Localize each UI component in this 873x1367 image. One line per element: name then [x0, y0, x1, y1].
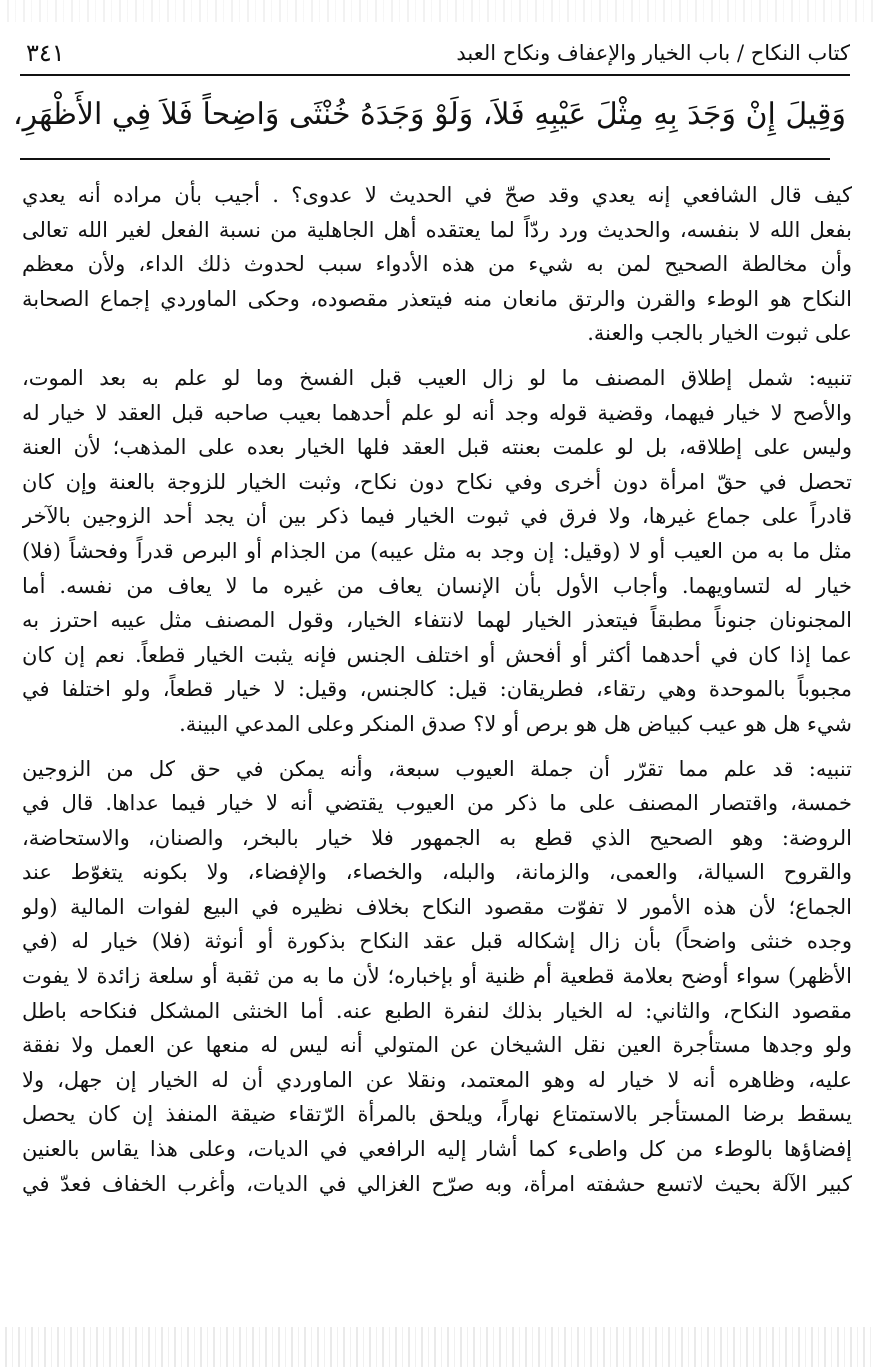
- text-line: خيار له لتساويهما. وأجاب الأول بأن الإنسان يعاف من غيره ما لا يعاف من نفسه. أما: [22, 573, 852, 598]
- text-line: وجده خنثى واضحاً) بأن زال إشكاله قبل عقد النكاح بذكورة أو أنوثة (فلا) خيار له (في: [22, 929, 852, 954]
- paragraph-3: [22, 752, 852, 1202]
- text-line: على ثبوت الخيار بالجب والعنة.: [587, 321, 852, 346]
- text-line: ولو وجدها مستأجرة العين نقل الشيخان عن المتولي أنه ليس له منعها عن العمل ولا نفقة: [22, 1033, 852, 1058]
- text-line: تحصل في حقّ امرأة دون أخرى وفي نكاح دون نكاح، وثبت الخيار للزوجة بالعنة وإن كان: [22, 469, 852, 494]
- text-line: قادراً على جماع غيرها، ولا فرق في ثبوت الخيار فيما ذكر بين أن يجد أحد الزوجين بالآخر: [22, 504, 852, 529]
- text-line: المجنونان جنوناً مطبقاً فيتعذر الخيار لهما لانتفاء الخيار، وقول المصنف مثل عيبه احترز به: [22, 608, 852, 633]
- scan-edge-bottom: [0, 1327, 873, 1367]
- text-line: مقصود النكاح، والثاني: له الخيار بذلك لنفرة الطبع عنه. أما الخنثى المشكل فنكاحه باطل: [22, 998, 852, 1023]
- text-line: مجبوباً بالموحدة وهي رتقاء، فطريقان: قيل: كالجنس، وقيل: لا خيار قطعاً، ولو اختلفا في: [22, 677, 852, 702]
- text-line: بفعل الله لا بنفسه، والحديث ورد ردّاً لما يعتقده أهل الجاهلية من نسبة الفعل لغير الله تعالى: [22, 217, 852, 242]
- paragraph-1: [22, 178, 852, 351]
- text-line: تنبيه: شمل إطلاق المصنف ما لو زال العيب قبل الفسخ وما لو علم به بعد الموت،: [22, 365, 852, 390]
- text-line: يسقط برضا المستأجر بالاستمتاع نهاراً، ويلحق بالمرأة الرّتقاء ضيقة المنفذ إن كان يحصل: [22, 1102, 852, 1127]
- text-line: الروضة: وهو الصحيح الذي قطع به الجمهور فلا خيار بالبخر، والصنان، والاستحاضة،: [22, 825, 852, 850]
- text-line: وأن مخالطة الصحيح لمن به شيء من هذه الأدواء سبب لحدوث ذلك الداء، ولأن معظم: [22, 252, 852, 277]
- text-line: إفضاؤها بالوطء من كل واطىء كما أشار إليه الرافعي في الديات، وعلى هذا يقاس بالعنين: [22, 1137, 852, 1162]
- matn-text: وَقِيلَ إِنْ وَجَدَ بِهِ مِثْلَ عَيْبِهِ فَلاَ، وَلَوْ وَجَدَهُ خُنْثَى وَاضِحاً فَلاَ فِي الأَظْهَرِ،: [12, 97, 846, 132]
- text-line: خمسة، واقتصار المصنف على ما ذكر من العيوب يقتضي أنه لا خيار فيما عداها. قال في: [22, 791, 852, 816]
- commentary-body: [22, 178, 852, 1211]
- text-line: كيف قال الشافعي إنه يعدي وقد صحّ في الحديث لا عدوى؟ . أجيب بأن مراده أنه يعدي: [22, 183, 852, 207]
- page-number: ٣٤١: [26, 39, 65, 67]
- matn-separator-rule: [20, 158, 830, 160]
- text-line: النكاح هو الوطء والقرن والرتق مانعان منه فيتعذر مقصوده، وحكى الماوردي إجماع الصحابة: [22, 286, 852, 311]
- paragraph-2: [22, 361, 852, 742]
- text-line: والأصح لا خيار فيهما، وقضية قوله وجد أنه لو علم أحدهما بعيب صاحبه قبل العقد لا خيار له: [22, 400, 852, 425]
- text-line: مثل ما به من العيب أو لا (وقيل: إن وجد به مثل عيبه) من الجذام أو البرص قدراً وفحشاً (فلا): [22, 538, 852, 563]
- running-head: كتاب النكاح / باب الخيار والإعفاف ونكاح العبد: [456, 41, 850, 65]
- text-line: الجماع؛ لأن هذه الأمور لا تفوّت مقصود النكاح بخلاف نظيره في البيع لفوات المالية (ولو: [22, 894, 852, 919]
- text-line: عليه، وظاهره أنه لا خيار له وهو المعتمد، ونقلا عن الماوردي أن له الخيار إن جهل، ولا: [22, 1067, 852, 1092]
- text-line: الأظهر) سواء أوضح بعلامة قطعية أم ظنية أو بإخباره؛ لأن ما به من ثقبة أو سلعة زائدة لا يفوت: [22, 964, 852, 989]
- page-header: [20, 38, 850, 72]
- scan-edge-top: [0, 0, 873, 22]
- text-line: والقروح السيالة، والعمى، والزمانة، والبله، والخصاء، والإفضاء، ولا بكونه يتغوّط عند: [22, 860, 852, 885]
- header-rule: [20, 74, 850, 76]
- text-line: شيء هل هو عيب كبياض هل هو برص أو لا؟ صدق المنكر وعلى المدعي البينة.: [179, 711, 852, 736]
- text-line: وليس على إطلاقه، بل لو علمت بعنته قبل العقد فلها الخيار بعده على المذهب؛ لأن العنة: [22, 435, 852, 460]
- text-line: كبير الآلة بحيث لاتسع حشفته امرأة، وبه صرّح الغزالي في الديات، وأغرب الخفاف فعدّ في: [22, 1171, 852, 1196]
- text-line: عما إذا كان في أحدهما أكثر أو أفحش أو اختلف الجنس فإنه يثبت الخيار قطعاً. نعم إن كان: [22, 642, 852, 667]
- text-line: تنبيه: قد علم مما تقرّر أن جملة العيوب سبعة، وأنه يمكن في حق كل من الزوجين: [22, 756, 852, 781]
